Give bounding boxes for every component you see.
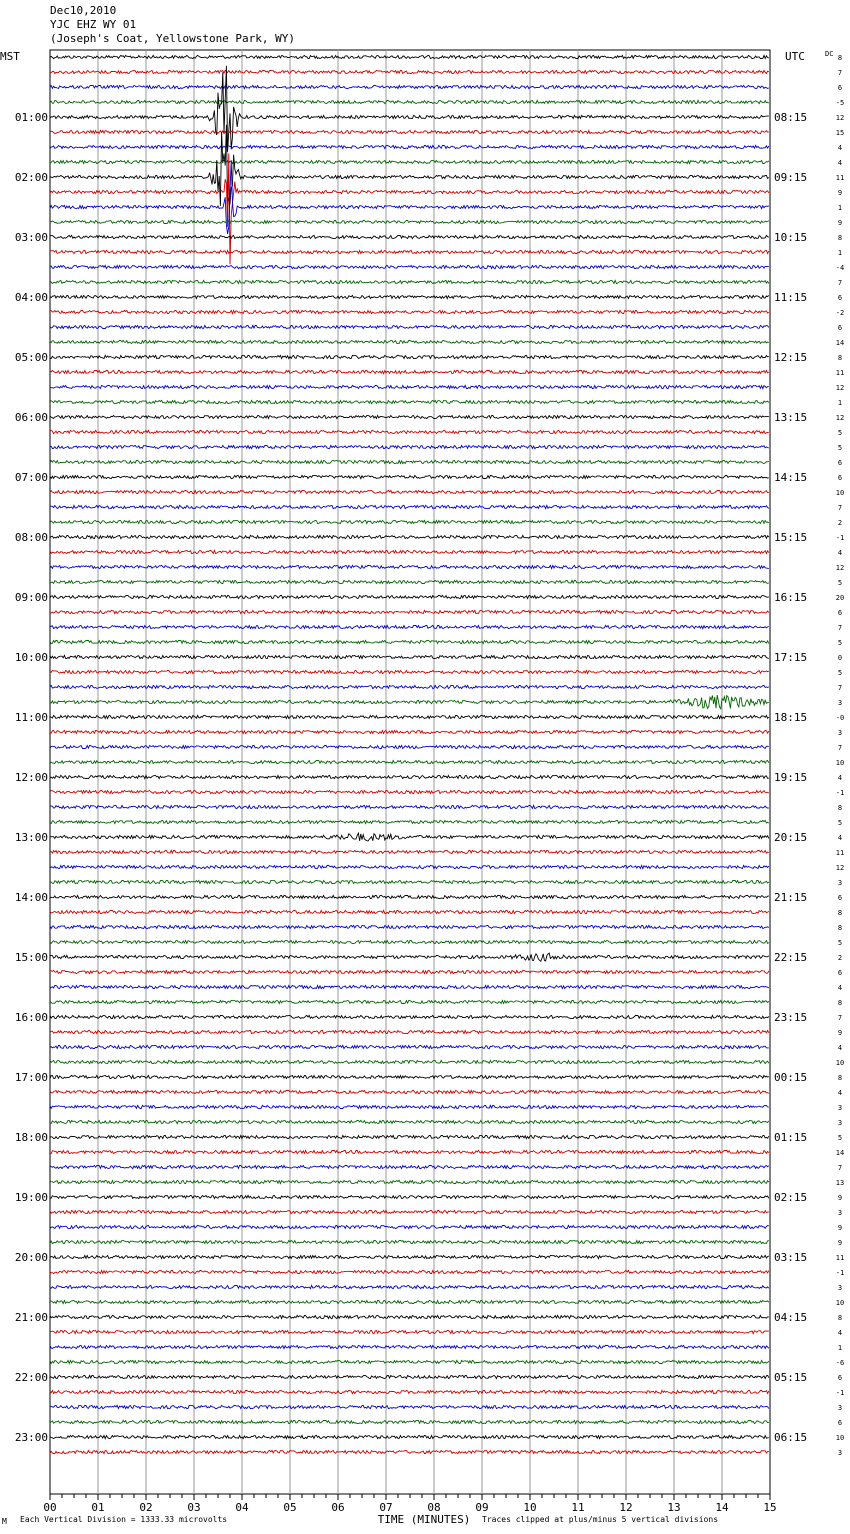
dc-offset-label: 12 xyxy=(835,864,845,872)
trace-line xyxy=(50,70,769,73)
dc-offset-label: 11 xyxy=(835,849,845,857)
trace-line xyxy=(50,833,769,841)
dc-offset-label: 2 xyxy=(837,519,843,527)
utc-hour-label: 11:15 xyxy=(774,291,808,304)
trace-line xyxy=(50,1315,769,1318)
trace-line xyxy=(50,670,769,673)
date-label: Dec10,2010 xyxy=(50,4,117,17)
utc-hour-label: 08:15 xyxy=(774,111,808,124)
dc-offset-label: 10 xyxy=(835,1434,845,1442)
dc-offset-label: 5 xyxy=(837,444,843,452)
dc-header-label: DC xyxy=(825,50,834,58)
trace-line xyxy=(50,1165,769,1168)
trace-line xyxy=(50,1210,769,1213)
dc-offset-label: 3 xyxy=(837,879,843,887)
trace-line xyxy=(50,1135,769,1138)
trace-line xyxy=(50,895,769,898)
station-label: YJC EHZ WY 01 xyxy=(50,18,137,31)
trace-line xyxy=(50,1420,769,1423)
dc-offset-label: 6 xyxy=(837,459,843,467)
trace-line xyxy=(50,475,769,478)
utc-hour-label: 16:15 xyxy=(774,591,808,604)
dc-offset-label: 9 xyxy=(837,1239,843,1247)
x-tick-label: 09 xyxy=(475,1501,489,1514)
mst-hour-label: 02:00 xyxy=(14,171,48,184)
x-axis-title: TIME (MINUTES) xyxy=(377,1513,471,1526)
utc-hour-label: 01:15 xyxy=(774,1131,808,1144)
dc-offset-label: -2 xyxy=(835,309,845,317)
mst-hour-label: 11:00 xyxy=(14,711,48,724)
dc-offset-label: 5 xyxy=(837,669,843,677)
dc-offset-label: 1 xyxy=(837,249,843,257)
dc-offset-label: 10 xyxy=(835,1059,845,1067)
trace-line xyxy=(50,235,769,238)
dc-offset-label: -1 xyxy=(835,1389,845,1397)
dc-offset-label: 4 xyxy=(837,549,843,557)
trace-line xyxy=(50,400,769,403)
trace-line xyxy=(50,760,769,763)
trace-line xyxy=(50,1120,769,1123)
dc-offset-label: 4 xyxy=(837,1089,843,1097)
dc-offset-label: 6 xyxy=(837,894,843,902)
dc-offset-label: -0 xyxy=(835,714,845,722)
dc-offset-label: 5 xyxy=(837,1134,843,1142)
trace-line xyxy=(50,490,769,493)
dc-offset-label: 9 xyxy=(837,219,843,227)
trace-line xyxy=(50,385,769,388)
dc-offset-label: 6 xyxy=(837,609,843,617)
trace-line xyxy=(50,66,769,152)
utc-hour-label: 05:15 xyxy=(774,1371,808,1384)
trace-line xyxy=(50,100,769,103)
dc-offset-label: 8 xyxy=(837,909,843,917)
mst-hour-label: 23:00 xyxy=(14,1431,48,1444)
dc-offset-label: -1 xyxy=(835,534,845,542)
trace-line xyxy=(50,985,769,988)
mst-hour-label: 17:00 xyxy=(14,1071,48,1084)
trace-line xyxy=(50,1450,769,1453)
utc-hour-label: 22:15 xyxy=(774,951,808,964)
dc-offset-label: 11 xyxy=(835,174,845,182)
trace-line xyxy=(50,550,769,553)
right-tz-label: UTC xyxy=(785,50,805,63)
trace-line xyxy=(50,1435,769,1438)
trace-line xyxy=(50,130,769,133)
utc-hour-label: 20:15 xyxy=(774,831,808,844)
dc-offset-label: 8 xyxy=(837,999,843,1007)
dc-offset-label: 6 xyxy=(837,969,843,977)
trace-line xyxy=(50,880,769,883)
dc-offset-label: 4 xyxy=(837,1329,843,1337)
trace-line xyxy=(50,925,769,928)
utc-hour-label: 04:15 xyxy=(774,1311,808,1324)
mst-hour-label: 20:00 xyxy=(14,1251,48,1264)
dc-offset-label: 8 xyxy=(837,804,843,812)
dc-offset-label: 7 xyxy=(837,1164,843,1172)
x-tick-label: 00 xyxy=(43,1501,57,1514)
x-tick-label: 14 xyxy=(715,1501,729,1514)
dc-offset-label: 14 xyxy=(835,1149,845,1157)
clip-note: Traces clipped at plus/minus 5 vertical divisions xyxy=(482,1515,719,1524)
dc-offset-label: 1 xyxy=(837,1344,843,1352)
mst-hour-label: 15:00 xyxy=(14,951,48,964)
trace-line xyxy=(50,730,769,733)
trace-line xyxy=(50,910,769,913)
trace-line xyxy=(50,1300,769,1303)
trace-line xyxy=(50,1090,769,1093)
dc-offset-label: 3 xyxy=(837,1404,843,1412)
traces xyxy=(50,55,769,1453)
trace-line xyxy=(50,125,769,206)
dc-offset-label: 8 xyxy=(837,924,843,932)
trace-line xyxy=(50,1060,769,1063)
utc-hour-label: 17:15 xyxy=(774,651,808,664)
x-tick-label: 15 xyxy=(763,1501,777,1514)
trace-line xyxy=(50,445,769,448)
dc-offset-label: 3 xyxy=(837,1104,843,1112)
trace-line xyxy=(50,160,769,163)
trace-line xyxy=(50,610,769,613)
trace-line xyxy=(50,325,769,328)
trace-line xyxy=(50,1030,769,1033)
trace-line xyxy=(50,1240,769,1243)
trace-line xyxy=(50,640,769,643)
utc-hour-label: 10:15 xyxy=(774,231,808,244)
dc-offset-label: -1 xyxy=(835,789,845,797)
trace-line xyxy=(50,580,769,583)
axis-labels xyxy=(0,50,844,1526)
trace-line xyxy=(50,865,769,868)
trace-line xyxy=(50,505,769,508)
trace-line xyxy=(50,310,769,313)
trace-line xyxy=(50,1075,769,1078)
utc-hour-label: 12:15 xyxy=(774,351,808,364)
trace-line xyxy=(50,220,769,223)
dc-offset-label: -4 xyxy=(835,264,845,272)
utc-hour-label: 21:15 xyxy=(774,891,808,904)
dc-offset-label: 9 xyxy=(837,189,843,197)
dc-offset-label: 4 xyxy=(837,774,843,782)
trace-line xyxy=(50,85,769,88)
utc-hour-label: 09:15 xyxy=(774,171,808,184)
trace-line xyxy=(50,820,769,823)
mst-hour-label: 05:00 xyxy=(14,351,48,364)
x-tick-label: 05 xyxy=(283,1501,297,1514)
dc-offset-label: 8 xyxy=(837,354,843,362)
dc-offset-label: 6 xyxy=(837,1419,843,1427)
trace-line xyxy=(50,415,769,418)
trace-line xyxy=(50,953,769,961)
dc-offset-label: 4 xyxy=(837,144,843,152)
dc-offset-label: 6 xyxy=(837,294,843,302)
corner-mark: M xyxy=(2,1517,7,1526)
dc-offset-label: 3 xyxy=(837,729,843,737)
utc-hour-label: 23:15 xyxy=(774,1011,808,1024)
dc-offset-label: 10 xyxy=(835,489,845,497)
utc-hour-label: 15:15 xyxy=(774,531,808,544)
x-tick-label: 06 xyxy=(331,1501,345,1514)
mst-hour-label: 22:00 xyxy=(14,1371,48,1384)
dc-offset-label: 3 xyxy=(837,1119,843,1127)
utc-hour-label: 06:15 xyxy=(774,1431,808,1444)
trace-line xyxy=(50,355,769,358)
trace-line xyxy=(50,265,769,268)
x-tick-label: 11 xyxy=(571,1501,585,1514)
trace-line xyxy=(50,1405,769,1408)
dc-offset-label: 6 xyxy=(837,84,843,92)
dc-offset-label: -1 xyxy=(835,1269,845,1277)
dc-offset-label: 3 xyxy=(837,1449,843,1457)
mst-hour-label: 12:00 xyxy=(14,771,48,784)
dc-offset-label: 0 xyxy=(837,654,843,662)
dc-offset-label: 7 xyxy=(837,1014,843,1022)
utc-hour-label: 02:15 xyxy=(774,1191,808,1204)
trace-line xyxy=(50,1270,769,1273)
mst-hour-label: 09:00 xyxy=(14,591,48,604)
mst-hour-label: 08:00 xyxy=(14,531,48,544)
dc-offset-label: 12 xyxy=(835,564,845,572)
dc-offset-label: 14 xyxy=(835,339,845,347)
trace-line xyxy=(50,295,769,298)
dc-offset-label: 1 xyxy=(837,204,843,212)
dc-offset-label: 7 xyxy=(837,279,843,287)
trace-line xyxy=(50,520,769,523)
trace-line xyxy=(50,595,769,598)
dc-offset-label: 4 xyxy=(837,159,843,167)
dc-offset-label: 7 xyxy=(837,684,843,692)
dc-offset-label: 13 xyxy=(835,1179,845,1187)
trace-line xyxy=(50,340,769,343)
trace-line xyxy=(50,1045,769,1048)
x-tick-label: 10 xyxy=(523,1501,537,1514)
trace-line xyxy=(50,1150,769,1153)
dc-offset-label: 4 xyxy=(837,984,843,992)
dc-offset-label: 5 xyxy=(837,579,843,587)
mst-hour-label: 06:00 xyxy=(14,411,48,424)
x-tick-label: 12 xyxy=(619,1501,633,1514)
trace-line xyxy=(50,535,769,538)
trace-line xyxy=(50,145,769,148)
x-tick-label: 13 xyxy=(667,1501,681,1514)
trace-line xyxy=(50,715,769,718)
mst-hour-label: 07:00 xyxy=(14,471,48,484)
mst-hour-label: 03:00 xyxy=(14,231,48,244)
mst-hour-label: 04:00 xyxy=(14,291,48,304)
trace-line xyxy=(50,1375,769,1378)
dc-offset-label: 8 xyxy=(837,234,843,242)
trace-line xyxy=(50,1015,769,1018)
dc-offset-label: 7 xyxy=(837,744,843,752)
trace-line xyxy=(50,1285,769,1288)
dc-offset-label: 12 xyxy=(835,114,845,122)
dc-offset-label: -6 xyxy=(835,1359,845,1367)
mst-hour-label: 18:00 xyxy=(14,1131,48,1144)
dc-offset-label: 4 xyxy=(837,834,843,842)
trace-line xyxy=(50,625,769,628)
trace-line xyxy=(50,1390,769,1393)
trace-line xyxy=(50,1345,769,1348)
mst-hour-label: 01:00 xyxy=(14,111,48,124)
utc-hour-label: 03:15 xyxy=(774,1251,808,1264)
utc-hour-label: 13:15 xyxy=(774,411,808,424)
trace-line xyxy=(50,1225,769,1228)
dc-offset-label: 9 xyxy=(837,1224,843,1232)
scale-note: Each Vertical Division = 1333.33 microvolts xyxy=(20,1515,228,1524)
dc-offset-label: 12 xyxy=(835,414,845,422)
dc-offset-label: 11 xyxy=(835,369,845,377)
trace-line xyxy=(50,745,769,748)
dc-offset-label: 6 xyxy=(837,1374,843,1382)
utc-hour-label: 18:15 xyxy=(774,711,808,724)
dc-offset-label: 5 xyxy=(837,639,843,647)
trace-line xyxy=(50,775,769,778)
dc-offset-label: 9 xyxy=(837,1029,843,1037)
x-tick-label: 08 xyxy=(427,1501,441,1514)
dc-offset-label: 5 xyxy=(837,429,843,437)
dc-offset-label: 1 xyxy=(837,399,843,407)
x-tick-label: 01 xyxy=(91,1501,105,1514)
dc-offset-label: 2 xyxy=(837,954,843,962)
dc-offset-label: 5 xyxy=(837,819,843,827)
trace-line xyxy=(50,565,769,568)
trace-line xyxy=(50,1330,769,1333)
trace-line xyxy=(50,1180,769,1183)
trace-line xyxy=(50,850,769,853)
x-tick-label: 07 xyxy=(379,1501,393,1514)
trace-line xyxy=(50,1000,769,1003)
dc-offset-label: 8 xyxy=(837,54,843,62)
dc-offset-label: 3 xyxy=(837,699,843,707)
dc-offset-label: 8 xyxy=(837,1314,843,1322)
dc-offset-label: 6 xyxy=(837,324,843,332)
dc-offset-label: 15 xyxy=(835,129,845,137)
mst-hour-label: 21:00 xyxy=(14,1311,48,1324)
trace-line xyxy=(50,970,769,973)
dc-offset-label: 5 xyxy=(837,939,843,947)
mst-hour-label: 13:00 xyxy=(14,831,48,844)
trace-line xyxy=(50,1195,769,1198)
dc-offset-label: 8 xyxy=(837,1074,843,1082)
x-tick-label: 03 xyxy=(187,1501,201,1514)
trace-line xyxy=(50,685,769,688)
dc-offset-label: 7 xyxy=(837,69,843,77)
x-tick-label: 04 xyxy=(235,1501,249,1514)
trace-line xyxy=(50,460,769,463)
dc-offset-label: 10 xyxy=(835,759,845,767)
dc-offset-label: 7 xyxy=(837,624,843,632)
trace-line xyxy=(50,790,769,793)
dc-offset-label: -5 xyxy=(835,99,845,107)
trace-line xyxy=(50,55,769,58)
mst-hour-label: 19:00 xyxy=(14,1191,48,1204)
left-tz-label: MST xyxy=(0,50,20,63)
mst-hour-label: 10:00 xyxy=(14,651,48,664)
utc-hour-label: 14:15 xyxy=(774,471,808,484)
trace-line xyxy=(50,1105,769,1108)
dc-offset-label: 9 xyxy=(837,1194,843,1202)
trace-line xyxy=(50,695,769,709)
trace-line xyxy=(50,1360,769,1363)
utc-hour-label: 19:15 xyxy=(774,771,808,784)
mst-hour-label: 14:00 xyxy=(14,891,48,904)
x-tick-label: 02 xyxy=(139,1501,153,1514)
trace-line xyxy=(50,430,769,433)
trace-line xyxy=(50,1255,769,1258)
dc-offset-label: 6 xyxy=(837,474,843,482)
mst-hour-label: 16:00 xyxy=(14,1011,48,1024)
trace-line xyxy=(50,280,769,283)
dc-offset-label: 4 xyxy=(837,1044,843,1052)
dc-offset-label: 3 xyxy=(837,1284,843,1292)
dc-offset-label: 7 xyxy=(837,504,843,512)
dc-offset-label: 12 xyxy=(835,384,845,392)
dc-offset-label: 11 xyxy=(835,1254,845,1262)
dc-offset-label: 20 xyxy=(835,594,845,602)
trace-line xyxy=(50,655,769,658)
utc-hour-label: 00:15 xyxy=(774,1071,808,1084)
dc-offset-label: 3 xyxy=(837,1209,843,1217)
trace-line xyxy=(50,250,769,253)
trace-line xyxy=(50,370,769,373)
trace-line xyxy=(50,805,769,808)
dc-offset-label: 10 xyxy=(835,1299,845,1307)
location-label: (Joseph's Coat, Yellowstone Park, WY) xyxy=(50,32,296,45)
trace-line xyxy=(50,940,769,943)
